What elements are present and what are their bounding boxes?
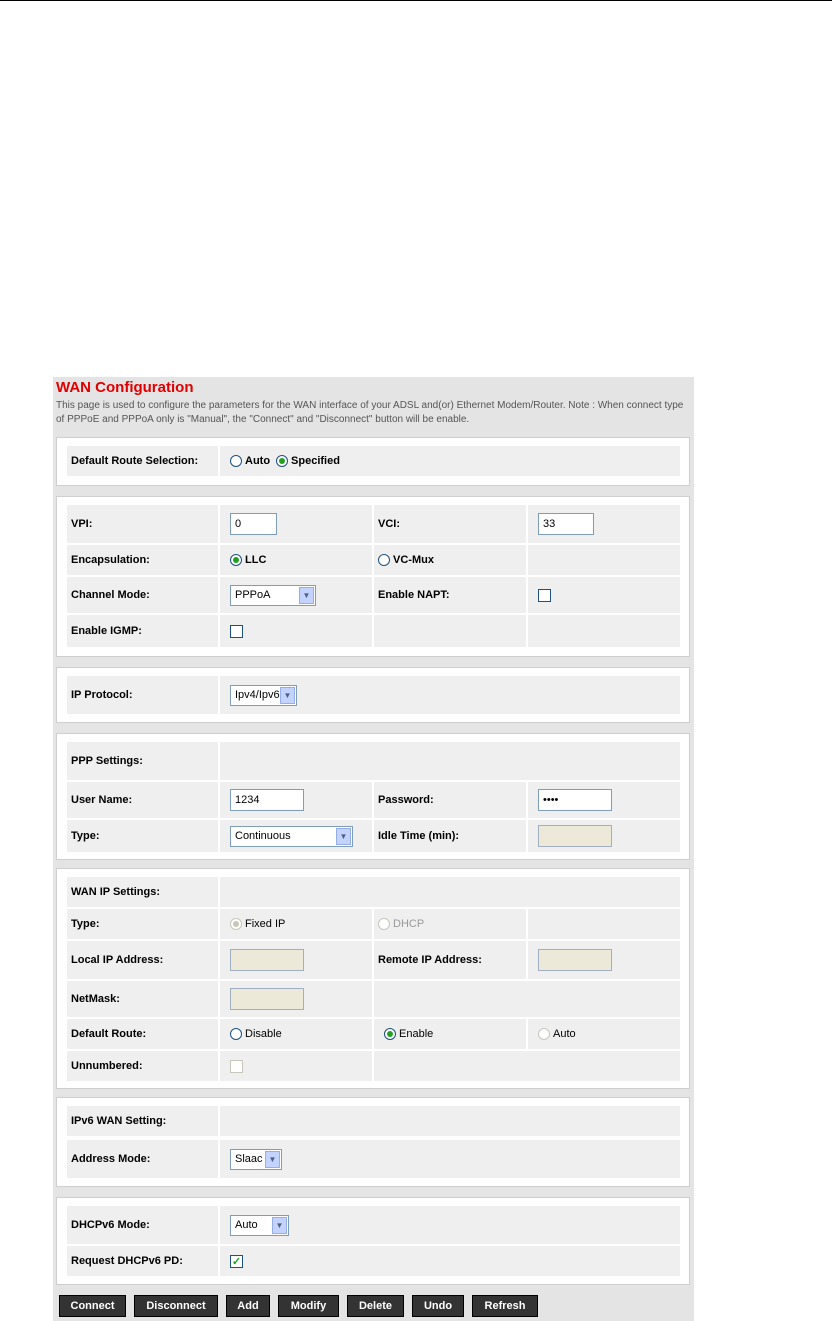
enable-napt-checkbox[interactable]	[538, 589, 551, 602]
netmask-label: NetMask:	[71, 993, 120, 1005]
ppp-type-label: Type:	[71, 830, 100, 842]
remote-ip-label: Remote IP Address:	[378, 954, 482, 966]
ppp-settings-heading: PPP Settings:	[71, 755, 143, 767]
connect-button[interactable]: Connect	[59, 1295, 126, 1317]
action-button-bar	[53, 1293, 694, 1321]
route-selection-label: Default Route Selection:	[71, 455, 199, 467]
encap-vcmux-radio[interactable]	[378, 554, 390, 566]
route-enable-radio[interactable]	[384, 1028, 396, 1040]
route-disable-radio[interactable]	[230, 1028, 242, 1040]
vpi-input[interactable]	[230, 513, 277, 535]
address-mode-label: Address Mode:	[71, 1153, 151, 1165]
route-auto-option[interactable]: Auto	[538, 1028, 576, 1040]
wan-ip-type-row	[67, 909, 680, 939]
dhcp-option[interactable]: DHCP	[378, 918, 424, 930]
dhcpv6-pd-checkbox[interactable]: ✓	[231, 1255, 242, 1268]
encap-llc-option[interactable]: LLC	[230, 554, 266, 566]
encap-vcmux-option[interactable]: VC-Mux	[378, 554, 434, 566]
idle-time-label: Idle Time (min):	[378, 830, 460, 842]
channel-mode-row	[67, 577, 680, 613]
unnumbered-row	[67, 1051, 680, 1081]
enable-igmp-checkbox[interactable]	[230, 625, 243, 638]
undo-button[interactable]: Undo	[412, 1295, 464, 1317]
chevron-down-icon: ▼	[336, 828, 351, 845]
delete-button[interactable]: Delete	[347, 1295, 404, 1317]
encapsulation-row	[67, 545, 680, 575]
refresh-button[interactable]: Refresh	[472, 1295, 538, 1317]
ppp-heading-row	[67, 742, 680, 780]
page-description: This page is used to configure the parameters for the WAN interface of your ADSL and(or) Ethernet Modem/Router. Note : When connect type of PPPoE and PPPoA only is "Manual", the "Connect" and "Disconnect" button will be enable.	[56, 400, 684, 425]
wan-configuration-panel	[53, 377, 694, 1321]
route-selection-row	[67, 446, 680, 476]
route-specified-option[interactable]: Specified	[276, 455, 340, 467]
address-mode-row	[67, 1140, 680, 1178]
chevron-down-icon: ▼	[280, 687, 295, 704]
local-ip-label: Local IP Address:	[71, 954, 164, 966]
fixed-ip-option[interactable]: Fixed IP	[230, 918, 285, 930]
netmask-input[interactable]	[230, 988, 304, 1010]
encapsulation-label: Encapsulation:	[71, 554, 150, 566]
route-disable-option[interactable]: Disable	[230, 1028, 282, 1040]
ppp-type-row	[67, 820, 680, 852]
username-label: User Name:	[71, 794, 133, 806]
fixed-ip-radio[interactable]	[230, 918, 242, 930]
encap-llc-radio[interactable]	[230, 554, 242, 566]
vci-label: VCI:	[378, 518, 400, 530]
vpi-label: VPI:	[71, 518, 93, 530]
dhcp-radio[interactable]	[378, 918, 390, 930]
route-selection-section	[56, 437, 690, 486]
ip-address-row	[67, 941, 680, 979]
wan-ip-settings-section	[56, 868, 690, 1089]
channel-mode-label: Channel Mode:	[71, 589, 150, 601]
chevron-down-icon: ▼	[265, 1151, 280, 1168]
wan-ip-heading-row	[67, 877, 680, 907]
wan-ip-type-label: Type:	[71, 918, 100, 930]
route-specified-radio[interactable]	[276, 455, 288, 467]
channel-mode-select[interactable]: PPPoA ▼	[230, 585, 316, 606]
dhcpv6-mode-row	[67, 1206, 680, 1244]
default-route-label: Default Route:	[71, 1028, 147, 1040]
ip-protocol-select[interactable]: Ipv4/Ipv6 ▼	[230, 685, 297, 706]
ip-protocol-row	[67, 676, 680, 714]
ipv6-wan-section	[56, 1097, 690, 1187]
modify-button[interactable]: Modify	[278, 1295, 339, 1317]
vpi-vci-row	[67, 505, 680, 543]
dhcpv6-mode-label: DHCPv6 Mode:	[71, 1219, 150, 1231]
password-label: Password:	[378, 794, 434, 806]
ipv6-wan-heading: IPv6 WAN Setting:	[71, 1115, 167, 1127]
route-auto-radio[interactable]	[538, 1028, 550, 1040]
page-title: WAN Configuration	[56, 379, 194, 396]
chevron-down-icon: ▼	[272, 1217, 287, 1234]
igmp-row	[67, 615, 680, 647]
chevron-down-icon: ▼	[299, 587, 314, 604]
ip-protocol-label: IP Protocol:	[71, 689, 133, 701]
username-input[interactable]	[230, 789, 304, 811]
vci-input[interactable]	[538, 513, 594, 535]
unnumbered-label: Unnumbered:	[71, 1060, 143, 1072]
netmask-row	[67, 981, 680, 1017]
route-auto-radio[interactable]	[230, 455, 242, 467]
dhcpv6-pd-row	[67, 1246, 680, 1276]
enable-igmp-label: Enable IGMP:	[71, 625, 142, 637]
unnumbered-checkbox[interactable]	[230, 1060, 243, 1073]
dhcpv6-mode-select[interactable]: Auto ▼	[230, 1215, 289, 1236]
idle-time-input[interactable]	[538, 825, 612, 847]
ipv6-heading-row	[67, 1106, 680, 1136]
page-top-rule	[0, 0, 832, 1]
local-ip-input[interactable]	[230, 949, 304, 971]
disconnect-button[interactable]: Disconnect	[134, 1295, 218, 1317]
remote-ip-input[interactable]	[538, 949, 612, 971]
route-auto-option[interactable]: Auto	[230, 455, 270, 467]
ppp-settings-section	[56, 733, 690, 860]
ppp-type-select[interactable]: Continuous ▼	[230, 826, 353, 847]
ip-protocol-section	[56, 667, 690, 723]
add-button[interactable]: Add	[226, 1295, 270, 1317]
dhcpv6-section	[56, 1197, 690, 1285]
wan-ip-settings-heading: WAN IP Settings:	[71, 886, 161, 898]
password-input[interactable]	[538, 789, 612, 811]
atm-settings-section	[56, 496, 690, 657]
enable-napt-label: Enable NAPT:	[378, 589, 450, 601]
address-mode-select[interactable]: Slaac ▼	[230, 1149, 282, 1170]
dhcpv6-pd-label: Request DHCPv6 PD:	[71, 1255, 183, 1267]
route-enable-option[interactable]: Enable	[384, 1028, 433, 1040]
ppp-credentials-row	[67, 782, 680, 818]
default-route-row	[67, 1019, 680, 1049]
